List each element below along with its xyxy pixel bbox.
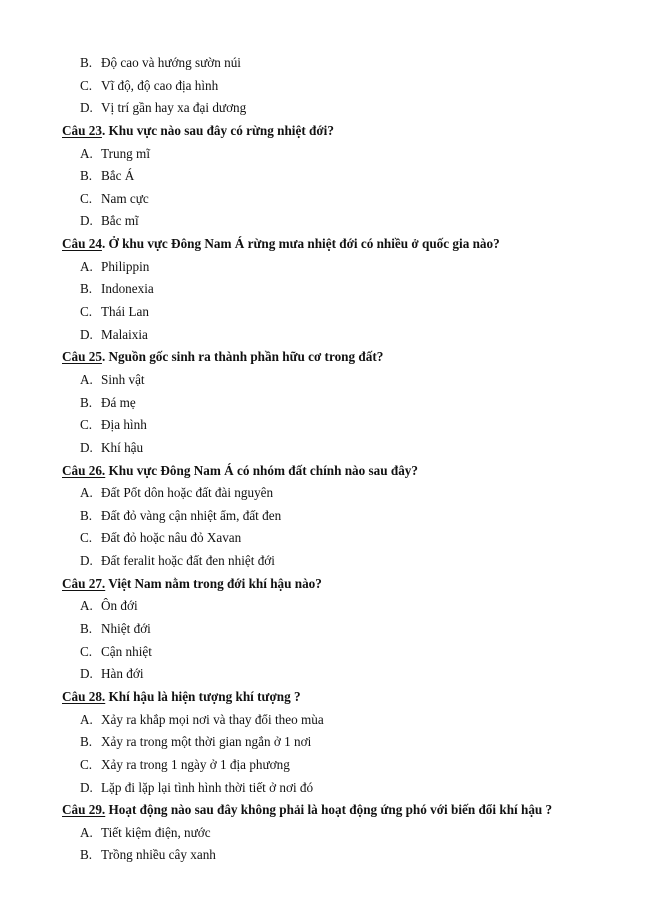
option-text: Đất đỏ vàng cận nhiệt ẩm, đất đen	[101, 507, 282, 523]
question-text: Nguồn gốc sinh ra thành phần hữu cơ trong đất?	[105, 349, 384, 365]
option-letter: A.	[80, 145, 93, 161]
option-letter: A.	[80, 598, 93, 614]
question-number-suffix: .	[101, 349, 106, 365]
document-page	[0, 52, 650, 867]
option-line	[0, 165, 650, 188]
question-heading	[0, 799, 650, 822]
option-line	[0, 527, 650, 550]
option-text: Ôn đới	[101, 598, 138, 614]
question-text: Khu vực Đông Nam Á có nhóm đất chính nào sau đây?	[105, 462, 418, 478]
option-line	[0, 414, 650, 437]
option-text: Trung mĩ	[101, 145, 150, 161]
option-text: Bắc mĩ	[101, 213, 139, 229]
option-letter: D.	[80, 100, 93, 116]
option-line	[0, 754, 650, 777]
option-line	[0, 97, 650, 120]
option-text: Sinh vật	[101, 371, 145, 387]
option-letter: D.	[80, 213, 93, 229]
option-letter: C.	[80, 304, 93, 320]
option-letter: C.	[80, 643, 93, 659]
option-text: Nam cực	[101, 190, 149, 206]
option-letter: C.	[80, 530, 93, 546]
option-letter: D.	[80, 779, 93, 795]
question-number-suffix: .	[101, 236, 106, 252]
option-text: Đất feralit hoặc đất đen nhiệt đới	[101, 553, 275, 569]
option-line	[0, 844, 650, 867]
option-letter: B.	[80, 507, 93, 523]
option-text: Bắc Á	[101, 168, 135, 184]
question-number-suffix: .	[101, 122, 106, 138]
question-number: Câu 27.	[62, 575, 106, 591]
option-text: Lặp đi lặp lại tình hình thời tiết ở nơi đó	[101, 779, 314, 795]
option-letter: D.	[80, 666, 93, 682]
option-text: Nhiệt đới	[101, 621, 151, 637]
option-letter: D.	[80, 439, 93, 455]
question-heading	[0, 233, 650, 256]
question-number: Câu 25	[62, 349, 102, 365]
question-text: Khí hậu là hiện tượng khí tượng ?	[105, 688, 301, 704]
option-letter: B.	[80, 394, 93, 410]
option-letter: D.	[80, 553, 93, 569]
option-letter: A.	[80, 824, 93, 840]
option-line	[0, 210, 650, 233]
option-line	[0, 278, 650, 301]
option-line	[0, 482, 650, 505]
option-line	[0, 392, 650, 415]
option-text: Khí hậu	[101, 439, 144, 455]
option-text: Xảy ra trong 1 ngày ở 1 địa phương	[101, 756, 290, 772]
question-number: Câu 23	[62, 122, 102, 138]
option-line	[0, 550, 650, 573]
option-line	[0, 641, 650, 664]
option-text: Vị trí gần hay xa đại dương	[101, 100, 247, 116]
option-letter: C.	[80, 190, 93, 206]
question-text: Ở khu vực Đông Nam Á rừng mưa nhiệt đới có nhiều ở quốc gia nào?	[105, 236, 500, 252]
question-text: Hoạt động nào sau đây không phải là hoạt động ứng phó với biến đổi khí hậu ?	[105, 802, 553, 818]
question-number: Câu 28.	[62, 688, 106, 704]
question-heading	[0, 573, 650, 596]
question-number: Câu 29.	[62, 802, 106, 818]
option-letter: B.	[80, 847, 93, 863]
option-text: Philippin	[101, 258, 150, 274]
option-text: Đá mẹ	[101, 394, 136, 410]
option-letter: A.	[80, 485, 93, 501]
question-number: Câu 24	[62, 236, 102, 252]
option-letter: B.	[80, 621, 93, 637]
question-heading	[0, 686, 650, 709]
option-letter: B.	[80, 281, 93, 297]
option-line	[0, 618, 650, 641]
option-letter: C.	[80, 756, 93, 772]
option-text: Độ cao và hướng sườn núi	[101, 55, 241, 70]
option-text: Thái Lan	[101, 304, 149, 320]
option-text: Hàn đới	[101, 666, 144, 682]
option-line	[0, 437, 650, 460]
option-text: Tiết kiệm điện, nước	[101, 824, 211, 840]
option-line	[0, 143, 650, 166]
option-line	[0, 822, 650, 845]
option-line	[0, 75, 650, 98]
question-heading	[0, 346, 650, 369]
option-line	[0, 324, 650, 347]
option-letter: A.	[80, 258, 93, 274]
option-letter: A.	[80, 371, 93, 387]
option-letter: B.	[80, 55, 93, 70]
option-text: Vĩ độ, độ cao địa hình	[101, 77, 219, 93]
option-line	[0, 663, 650, 686]
question-heading	[0, 460, 650, 483]
question-number: Câu 26.	[62, 462, 106, 478]
option-line	[0, 505, 650, 528]
option-line	[0, 731, 650, 754]
option-line	[0, 595, 650, 618]
option-letter: C.	[80, 77, 93, 93]
question-text: Khu vực nào sau đây có rừng nhiệt đới?	[105, 122, 334, 138]
option-line	[0, 188, 650, 211]
option-text: Xảy ra trong một thời gian ngắn ở 1 nơi	[101, 734, 312, 750]
option-line	[0, 709, 650, 732]
question-text: Việt Nam nằm trong đới khí hậu nào?	[105, 575, 322, 591]
option-text: Xảy ra khắp mọi nơi và thay đổi theo mùa	[101, 711, 324, 727]
option-line	[0, 52, 650, 75]
option-letter: B.	[80, 734, 93, 750]
option-text: Indonexia	[101, 281, 154, 297]
option-text: Đất Pốt dôn hoặc đất đài nguyên	[101, 485, 274, 501]
option-letter: B.	[80, 168, 93, 184]
option-line	[0, 777, 650, 800]
option-letter: C.	[80, 417, 93, 433]
option-line	[0, 256, 650, 279]
option-text: Trồng nhiều cây xanh	[101, 847, 216, 863]
option-text: Cận nhiệt	[101, 643, 152, 659]
option-letter: D.	[80, 326, 93, 342]
option-letter: A.	[80, 711, 93, 727]
question-heading	[0, 120, 650, 143]
option-text: Malaixia	[101, 326, 148, 342]
option-text: Đất đỏ hoặc nâu đỏ Xavan	[101, 530, 242, 546]
option-line	[0, 301, 650, 324]
option-line	[0, 369, 650, 392]
option-text: Địa hình	[101, 417, 147, 433]
